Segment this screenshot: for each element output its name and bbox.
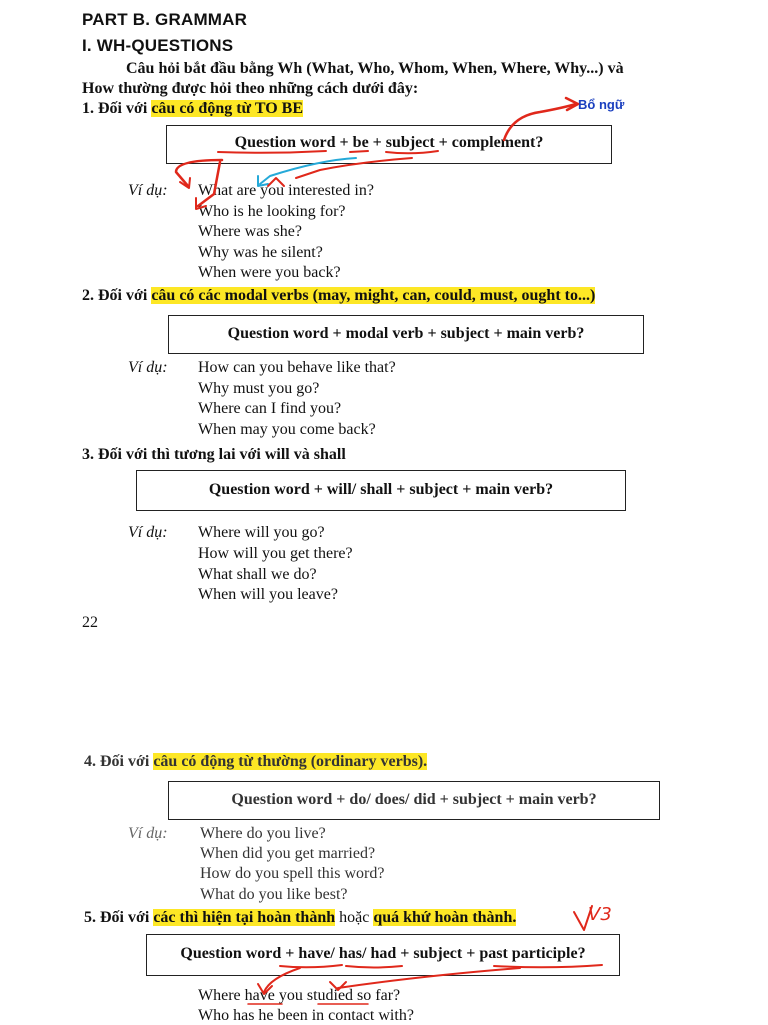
section-1-title [82, 100, 303, 118]
example-line: Where was she? [198, 223, 302, 240]
section-2-formula: Question word + modal verb + subject + main verb? [227, 325, 585, 342]
intro-line-2: How thường được hỏi theo những cách dưới đây: [82, 80, 419, 97]
example-line: Who has he been in contact with? [198, 1007, 414, 1024]
example-line: What shall we do? [198, 566, 317, 583]
section-5-highlight-2: quá khứ hoàn thành. [373, 909, 517, 926]
section-5-middle: hoặc [339, 909, 370, 926]
section-1-formula: Question word + be + subject + complement? [234, 134, 544, 151]
section-3-formula: Question word + will/ shall + subject + main verb? [208, 481, 554, 498]
example-line: Why was he silent? [198, 244, 323, 261]
example-line: When may you come back? [198, 421, 376, 438]
example-line: How will you get there? [198, 545, 353, 562]
section-3-title: 3. Đối với thì tương lai với will và shall [82, 446, 346, 463]
section-1-prefix: 1. Đối với [82, 100, 148, 117]
section-2-prefix: 2. Đối với [82, 287, 148, 304]
section-4-highlight: câu có động từ thường (ordinary verbs). [153, 753, 428, 770]
example-line: Where can I find you? [198, 400, 342, 417]
v3-note: V3 [588, 904, 612, 925]
section-2-formula-box [168, 315, 644, 354]
section-5-title [84, 909, 516, 927]
example-line: Why must you go? [198, 380, 320, 397]
intro-line-1: Câu hỏi bắt đầu bằng Wh (What, Who, Whom, When, Where, Why...) và [126, 60, 624, 77]
section-4-formula-box [168, 781, 660, 820]
section-2-example-label: Ví dụ: [128, 359, 168, 376]
example-line: Who is he looking for? [198, 203, 346, 220]
example-line: When will you leave? [198, 586, 338, 603]
page-number: 22 [82, 614, 98, 631]
section-4-formula: Question word + do/ does/ did + subject + main verb? [231, 791, 597, 808]
section-3-formula-box [136, 470, 626, 511]
section-4-prefix: 4. Đối với [84, 753, 150, 770]
example-line: When were you back? [198, 264, 341, 281]
section-5-highlight: các thì hiện tại hoàn thành [153, 909, 336, 926]
example-line: When did you get married? [200, 845, 376, 862]
example-line: Where do you live? [200, 825, 326, 842]
example-line: How do you spell this word? [200, 865, 385, 882]
example-line: Where have you studied so far? [198, 987, 401, 1004]
part-heading: PART B. GRAMMAR [82, 10, 248, 29]
section-4-example-label: Ví dụ: [128, 825, 168, 842]
section-2-highlight: câu có các modal verbs (may, might, can, could, must, ought to...) [151, 287, 596, 304]
section-1-formula-box [166, 125, 612, 164]
annotation-note: Bổ ngữ [578, 97, 625, 112]
section-heading: I. WH-QUESTIONS [82, 36, 234, 55]
example-line: What do you like best? [200, 886, 348, 903]
section-1-example-label: Ví dụ: [128, 182, 168, 199]
example-line: What are you interested in? [198, 182, 374, 199]
section-5-prefix: 5. Đối với [84, 909, 150, 926]
arrowhead-note [566, 98, 578, 110]
section-3-example-label: Ví dụ: [128, 524, 168, 541]
example-line: Where will you go? [198, 524, 325, 541]
section-5-formula: Question word + have/ has/ had + subject + past participle? [180, 945, 586, 962]
section-2-title [82, 287, 595, 305]
example-line: How can you behave like that? [198, 359, 396, 376]
section-1-highlight: câu có động từ TO BE [151, 100, 304, 117]
arrowhead-1 [180, 178, 190, 188]
section-5-formula-box [146, 934, 620, 976]
section-4-title [84, 753, 427, 771]
